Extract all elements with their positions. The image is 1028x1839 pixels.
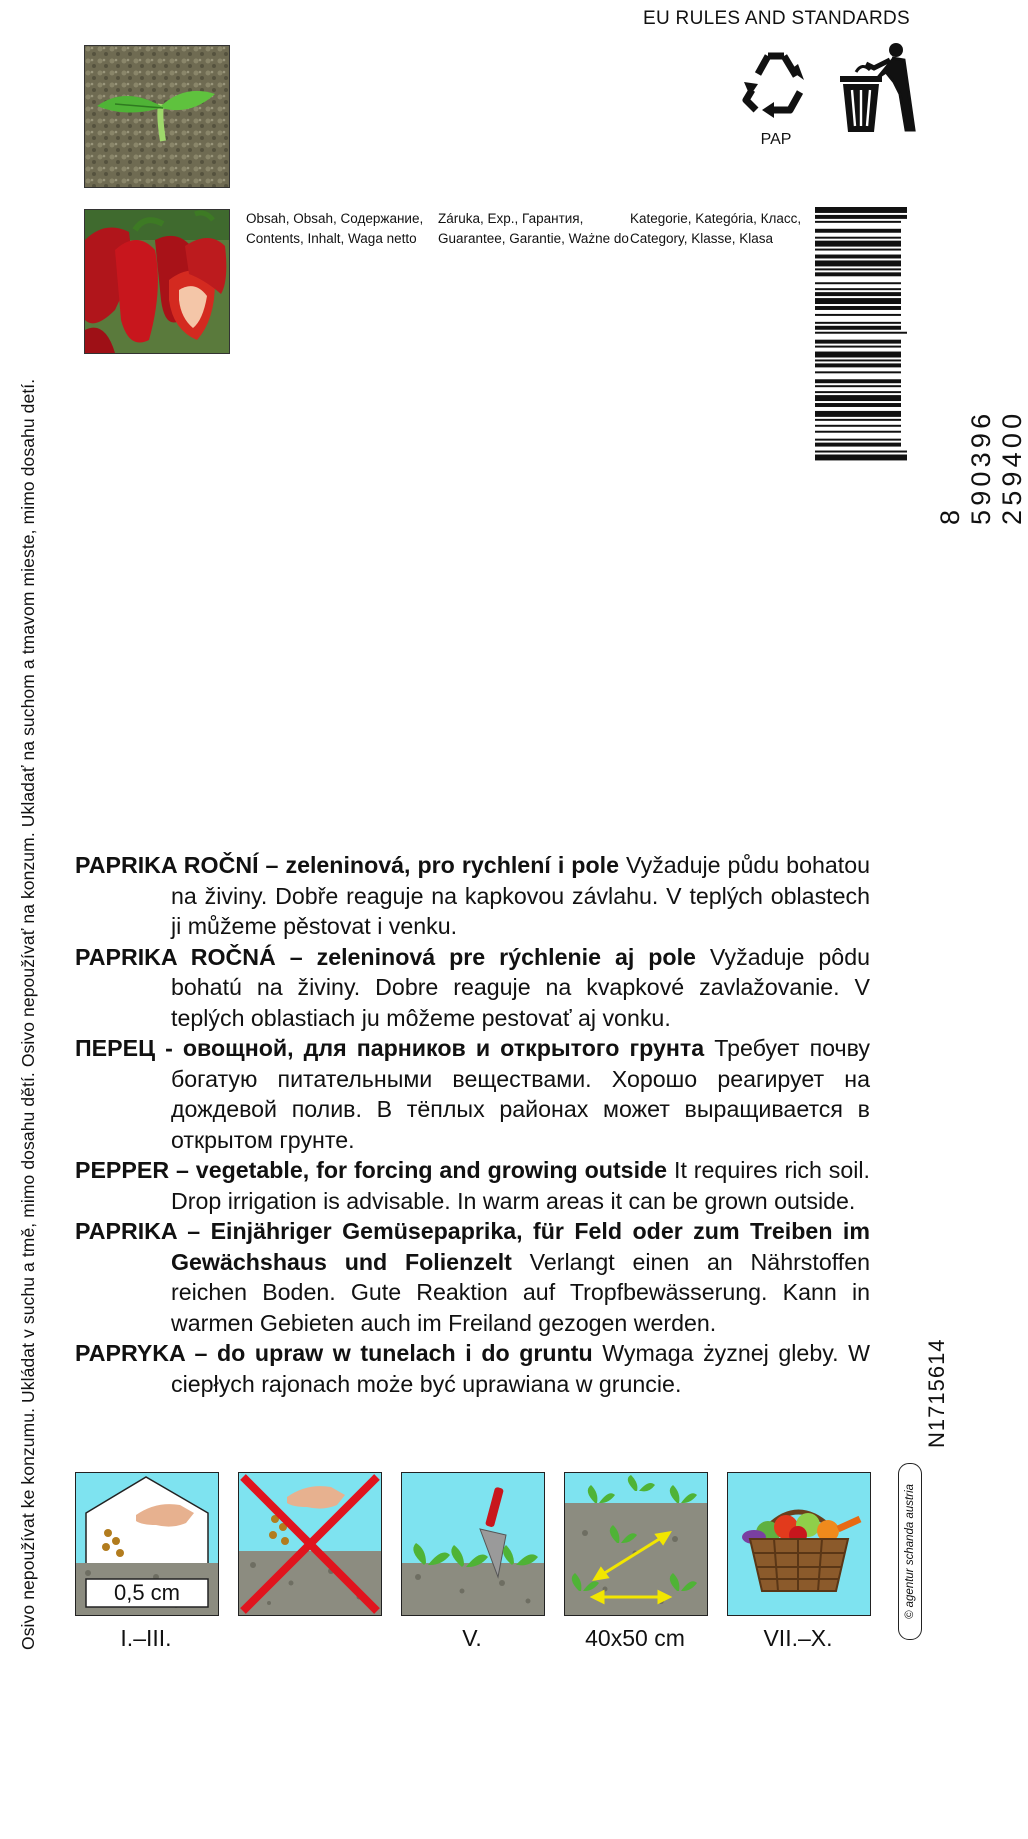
- product-code: N1715614: [924, 1338, 949, 1448]
- barcode-bar: [815, 455, 907, 461]
- barcode-bar: [815, 298, 901, 304]
- description-text: It requires rich soil. Drop irrigation is advisable. In warm areas it can be grown outside.: [171, 1157, 870, 1214]
- description-paragraph: [75, 1338, 870, 1399]
- barcode-bar: [815, 391, 901, 393]
- recycle-label: PAP: [760, 131, 792, 148]
- description-paragraph: [75, 1155, 870, 1216]
- pepper-photo: [84, 209, 230, 354]
- barcode-bar: [815, 229, 901, 233]
- product-descriptions: [75, 850, 870, 1399]
- barcode-bar: [815, 241, 901, 247]
- contents-label-line: Contents, Inhalt, Waga netto: [246, 231, 417, 246]
- barcode-bar: [815, 363, 901, 367]
- description-paragraph: [75, 1216, 870, 1338]
- barcode-bar: [815, 385, 901, 387]
- barcode-bar: [815, 288, 901, 290]
- barcode-bar: [815, 221, 901, 223]
- description-title: ПЕРЕЦ - овощной, для парников и открытого грунта: [75, 1035, 705, 1061]
- barcode-bar: [815, 272, 901, 276]
- sowing-icon: [75, 1472, 219, 1616]
- barcode-bar: [815, 395, 901, 401]
- barcode-bar: [815, 352, 901, 358]
- transplanting-icon: [401, 1472, 545, 1616]
- barcode-bar: [815, 419, 901, 421]
- no-direct-sowing-icon: [238, 1472, 382, 1616]
- description-paragraph: [75, 850, 870, 942]
- barcode-bar: [815, 425, 901, 427]
- guarantee-label-line: Guarantee, Garantie, Ważne do: [438, 231, 629, 246]
- guarantee-label-line: Záruka, Exp., Гарантия,: [438, 211, 584, 226]
- description-text: Verlangt einen an Nährstoffen reichen Boden. Gute Reaktion auf Tropfbewässerung. Kann in warmen Gebieten auch im Freiland gezogen werden.: [171, 1248, 870, 1336]
- description-title: PAPRIKA ROČNÁ – zeleninová pre rýchlenie aj pole: [75, 943, 696, 970]
- description-text: Vyžaduje půdu bohatou na živiny. Dobře reaguje na kapkovou závlahu. V teplých oblastech ji můžeme pěstovat i venku.: [171, 852, 870, 939]
- barcode-digits: 8 590396 259400: [935, 409, 1027, 525]
- harvest-period: VII.–X.: [763, 1625, 833, 1651]
- barcode-bar: [815, 292, 901, 296]
- barcode-bar: [815, 306, 901, 310]
- barcode-bar: [815, 326, 901, 330]
- guarantee-label: [438, 209, 629, 249]
- cultivation-icons: [75, 1472, 875, 1622]
- description-title: PAPRIKA – Einjähriger Gemüsepaprika, für Feld oder zum Treiben im Gewächshaus und Folienzelt: [75, 1218, 870, 1275]
- description-title: PAPRIKA ROČNÍ – zeleninová, pro rychlení i pole: [75, 852, 619, 878]
- description-title: PEPPER – vegetable, for forcing and growing outside: [75, 1157, 668, 1183]
- contents-label: [246, 209, 423, 249]
- barcode-bar: [815, 403, 901, 407]
- barcode-bar: [815, 322, 901, 324]
- plant-spacing-icon: [564, 1472, 708, 1616]
- barcode-bar: [815, 260, 901, 266]
- barcode-bar: [815, 439, 901, 441]
- eu-rules-heading: EU RULES AND STANDARDS: [642, 8, 910, 29]
- barcode-bar: [815, 332, 907, 334]
- trash-bin-icon: [838, 42, 914, 134]
- barcode-bar: [815, 346, 901, 348]
- recycle-icon: [738, 44, 814, 148]
- barcode-bar: [815, 255, 901, 259]
- description-title: PAPRYKA – do upraw w tunelach i do gruntu: [75, 1340, 593, 1366]
- contents-label-line: Obsah, Obsah, Содержание,: [246, 211, 424, 226]
- storage-warning-note: Osivo nepoužívat ke konzumu. Ukládat v suchu a tmě, mimo dosahu dětí. Osivo nepoužívať na konzum. Ukladať na suchom a tmavom mieste, mimo dosahu detí.: [18, 378, 38, 1650]
- category-label-line: Kategorie, Kategória, Класс,: [630, 211, 802, 226]
- description-text: Wymaga żyznej gleby. W ciepłych rajonach może być uprawiana w gruncie.: [171, 1340, 871, 1397]
- barcode-bar: [815, 340, 901, 344]
- description-text: Требует почву богатую питательными веществами. Хорошо реагирует на дождевой полив. В тёплых районах может выращивается в открытом грунте.: [171, 1035, 870, 1153]
- barcode-bar: [815, 249, 901, 251]
- barcode-bar: [815, 268, 901, 270]
- barcode-bar: [815, 215, 907, 219]
- sowing-depth-label: 0,5 cm: [113, 1580, 181, 1605]
- barcode: [815, 205, 935, 525]
- harvest-basket-icon: [727, 1472, 871, 1616]
- seedling-photo: [84, 45, 230, 188]
- category-label: [630, 209, 801, 249]
- barcode-bar: [815, 207, 907, 213]
- sowing-period: I.–III.: [120, 1625, 172, 1651]
- barcode-bar: [815, 237, 901, 239]
- barcode-bar: [815, 282, 901, 284]
- category-label-line: Category, Klasse, Klasa: [630, 231, 774, 246]
- transplanting-period: V.: [462, 1625, 482, 1651]
- publisher-badge: © agentur schanda austria: [898, 1463, 922, 1640]
- barcode-bar: [815, 443, 901, 447]
- barcode-bar: [815, 371, 901, 373]
- barcode-bar: [815, 411, 901, 417]
- barcode-bar: [815, 451, 907, 453]
- barcode-bar: [815, 431, 901, 433]
- description-paragraph: [75, 1033, 870, 1155]
- barcode-bar: [815, 314, 901, 316]
- description-text: Vyžaduje pôdu bohatú na živiny. Dobre reaguje na kvapkové zavlažovanie. V teplých oblastiach ju môžeme pestovať aj vonku.: [171, 943, 870, 1031]
- barcode-bar: [815, 379, 901, 383]
- barcode-bar: [815, 359, 901, 361]
- spacing-caption: 40x50 cm: [585, 1625, 685, 1651]
- description-paragraph: [75, 942, 870, 1034]
